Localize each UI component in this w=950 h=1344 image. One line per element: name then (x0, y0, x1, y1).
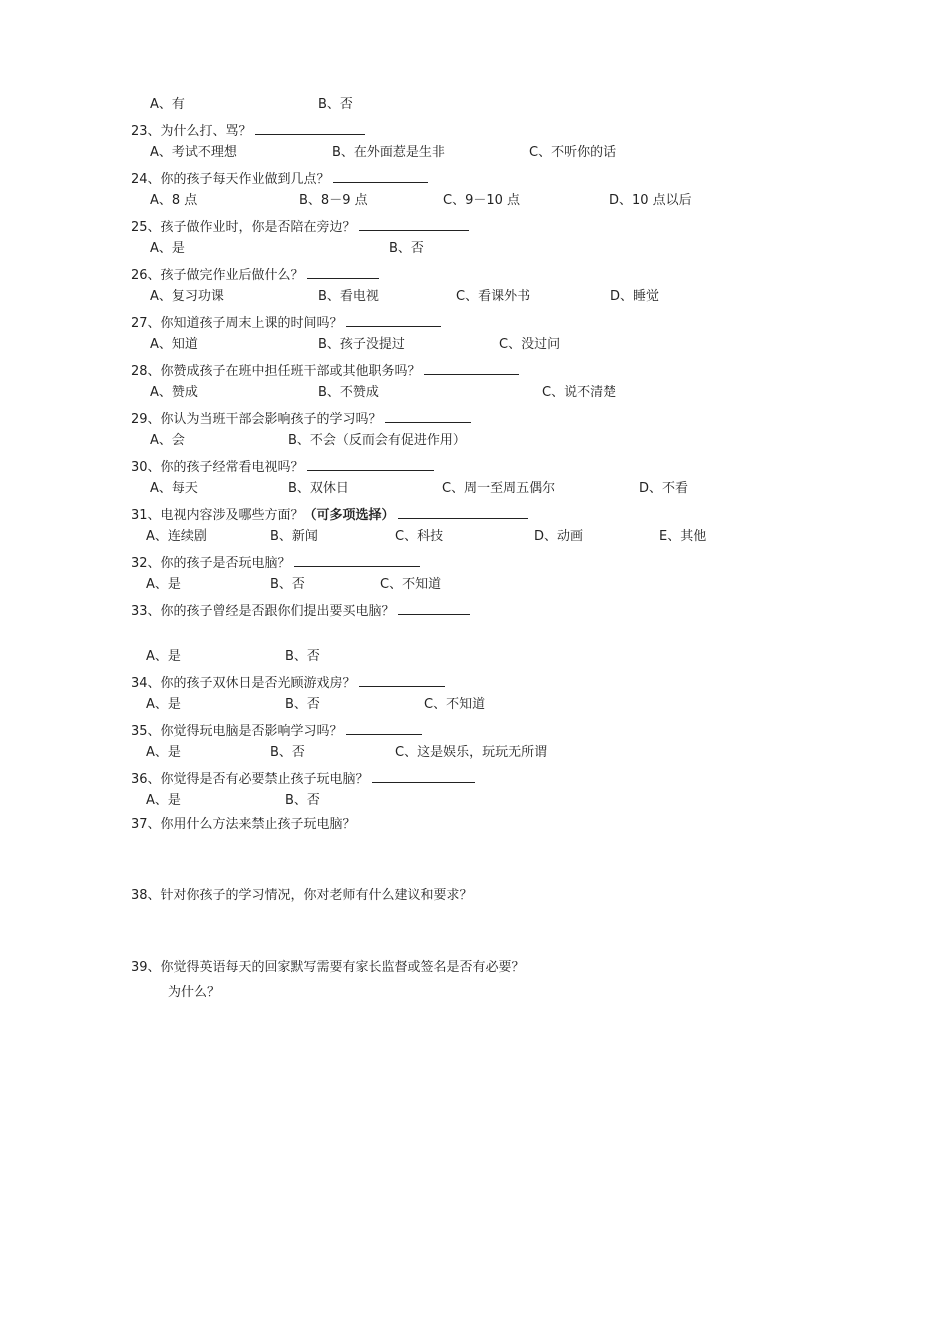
q32-answer-blank[interactable] (294, 553, 420, 567)
q22-option-b[interactable]: B、否 (318, 97, 353, 112)
q28-answer-blank[interactable] (424, 361, 519, 375)
q39-question: 39、你觉得英语每天的回家默写需要有家长监督或签名是否有必要？ (131, 960, 525, 975)
q27-option-c[interactable]: C、没过问 (499, 337, 561, 352)
q28-text: 28、你赞成孩子在班中担任班干部或其他职务吗？ (131, 364, 421, 379)
q26-option-b[interactable]: B、看电视 (318, 289, 379, 304)
q29-text: 29、你认为当班干部会影响孩子的学习吗？ (131, 412, 382, 427)
q35-question (131, 721, 422, 740)
q25-question (131, 217, 469, 236)
q30-question (131, 457, 434, 476)
q36-answer-blank[interactable] (372, 769, 475, 783)
q33-option-a[interactable]: A、是 (146, 649, 181, 664)
q25-text: 25、孩子做作业时，你是否陪在旁边？ (131, 220, 356, 235)
q27-answer-blank[interactable] (346, 313, 441, 327)
q29-option-b[interactable]: B、不会（反而会有促进作用） (288, 433, 466, 448)
q26-answer-blank[interactable] (307, 265, 379, 279)
q26-option-c[interactable]: C、看课外书 (456, 289, 531, 304)
q32-option-c[interactable]: C、不知道 (380, 577, 442, 592)
q25-answer-blank[interactable] (359, 217, 469, 231)
q35-text: 35、你觉得玩电脑是否影响学习吗？ (131, 724, 343, 739)
q35-option-c[interactable]: C、这是娱乐，玩玩无所谓 (395, 745, 548, 760)
q34-option-b[interactable]: B、否 (285, 697, 320, 712)
q32-option-a[interactable]: A、是 (146, 577, 181, 592)
q36-question (131, 769, 475, 788)
q31-option-a[interactable]: A、连续剧 (146, 529, 207, 544)
q27-option-a[interactable]: A、知道 (150, 337, 198, 352)
q37-question: 37、你用什么方法来禁止孩子玩电脑？ (131, 817, 356, 832)
q24-text: 24、你的孩子每天作业做到几点？ (131, 172, 330, 187)
q28-question (131, 361, 519, 380)
q35-option-a[interactable]: A、是 (146, 745, 181, 760)
q24-option-c[interactable]: C、9－10 点 (443, 193, 521, 208)
q31-text: 31、电视内容涉及哪些方面？ (131, 508, 304, 523)
q33-answer-blank[interactable] (398, 601, 470, 615)
q26-option-d[interactable]: D、睡觉 (610, 289, 660, 304)
q24-question (131, 169, 428, 188)
q35-option-b[interactable]: B、否 (270, 745, 305, 760)
q23-text: 23、为什么打、骂？ (131, 124, 252, 139)
q29-option-a[interactable]: A、会 (150, 433, 185, 448)
q31-option-d[interactable]: D、动画 (534, 529, 584, 544)
q32-text: 32、你的孩子是否玩电脑？ (131, 556, 291, 571)
q27-text: 27、你知道孩子周末上课的时间吗？ (131, 316, 343, 331)
q34-answer-blank[interactable] (359, 673, 445, 687)
q33-text: 33、你的孩子曾经是否跟你们提出要买电脑？ (131, 604, 395, 619)
q29-answer-blank[interactable] (385, 409, 471, 423)
q27-question (131, 313, 441, 332)
q31-option-c[interactable]: C、科技 (395, 529, 444, 544)
q36-option-a[interactable]: A、是 (146, 793, 181, 808)
q23-answer-blank[interactable] (255, 121, 365, 135)
q25-option-b[interactable]: B、否 (389, 241, 424, 256)
q31-multiple-choice-note: （可多项选择） (303, 508, 395, 523)
q24-option-b[interactable]: B、8－9 点 (299, 193, 368, 208)
q33-question (131, 601, 470, 620)
q23-option-c[interactable]: C、不听你的话 (529, 145, 617, 160)
q34-question (131, 673, 445, 692)
q22-option-a[interactable]: A、有 (150, 97, 185, 112)
q29-question (131, 409, 471, 428)
q30-option-a[interactable]: A、每天 (150, 481, 198, 496)
q30-option-b[interactable]: B、双休日 (288, 481, 349, 496)
q31-answer-blank[interactable] (398, 505, 528, 519)
q23-option-a[interactable]: A、考试不理想 (150, 145, 237, 160)
q36-option-b[interactable]: B、否 (285, 793, 320, 808)
q24-option-d[interactable]: D、10 点以后 (609, 193, 692, 208)
q36-text: 36、你觉得是否有必要禁止孩子玩电脑？ (131, 772, 369, 787)
q38-question: 38、针对你孩子的学习情况，你对老师有什么建议和要求？ (131, 888, 473, 903)
q31-option-b[interactable]: B、新闻 (270, 529, 318, 544)
q34-option-c[interactable]: C、不知道 (424, 697, 486, 712)
q31-option-e[interactable]: E、其他 (659, 529, 707, 544)
q34-option-a[interactable]: A、是 (146, 697, 181, 712)
q35-answer-blank[interactable] (346, 721, 422, 735)
q39-question-continued: 为什么？ (168, 985, 221, 1000)
q28-option-a[interactable]: A、赞成 (150, 385, 198, 400)
q26-question (131, 265, 379, 284)
q23-question (131, 121, 365, 140)
q32-question (131, 553, 420, 572)
q26-text: 26、孩子做完作业后做什么？ (131, 268, 304, 283)
q32-option-b[interactable]: B、否 (270, 577, 305, 592)
q26-option-a[interactable]: A、复习功课 (150, 289, 224, 304)
q24-answer-blank[interactable] (333, 169, 428, 183)
q28-option-b[interactable]: B、不赞成 (318, 385, 379, 400)
q30-option-d[interactable]: D、不看 (639, 481, 689, 496)
q25-option-a[interactable]: A、是 (150, 241, 185, 256)
q30-option-c[interactable]: C、周一至周五偶尔 (442, 481, 556, 496)
q30-answer-blank[interactable] (307, 457, 434, 471)
q27-option-b[interactable]: B、孩子没提过 (318, 337, 405, 352)
q23-option-b[interactable]: B、在外面惹是生非 (332, 145, 445, 160)
q31-question (131, 505, 528, 524)
q33-option-b[interactable]: B、否 (285, 649, 320, 664)
q30-text: 30、你的孩子经常看电视吗？ (131, 460, 304, 475)
q24-option-a[interactable]: A、8 点 (150, 193, 198, 208)
q28-option-c[interactable]: C、说不清楚 (542, 385, 617, 400)
q34-text: 34、你的孩子双休日是否光顾游戏房？ (131, 676, 356, 691)
